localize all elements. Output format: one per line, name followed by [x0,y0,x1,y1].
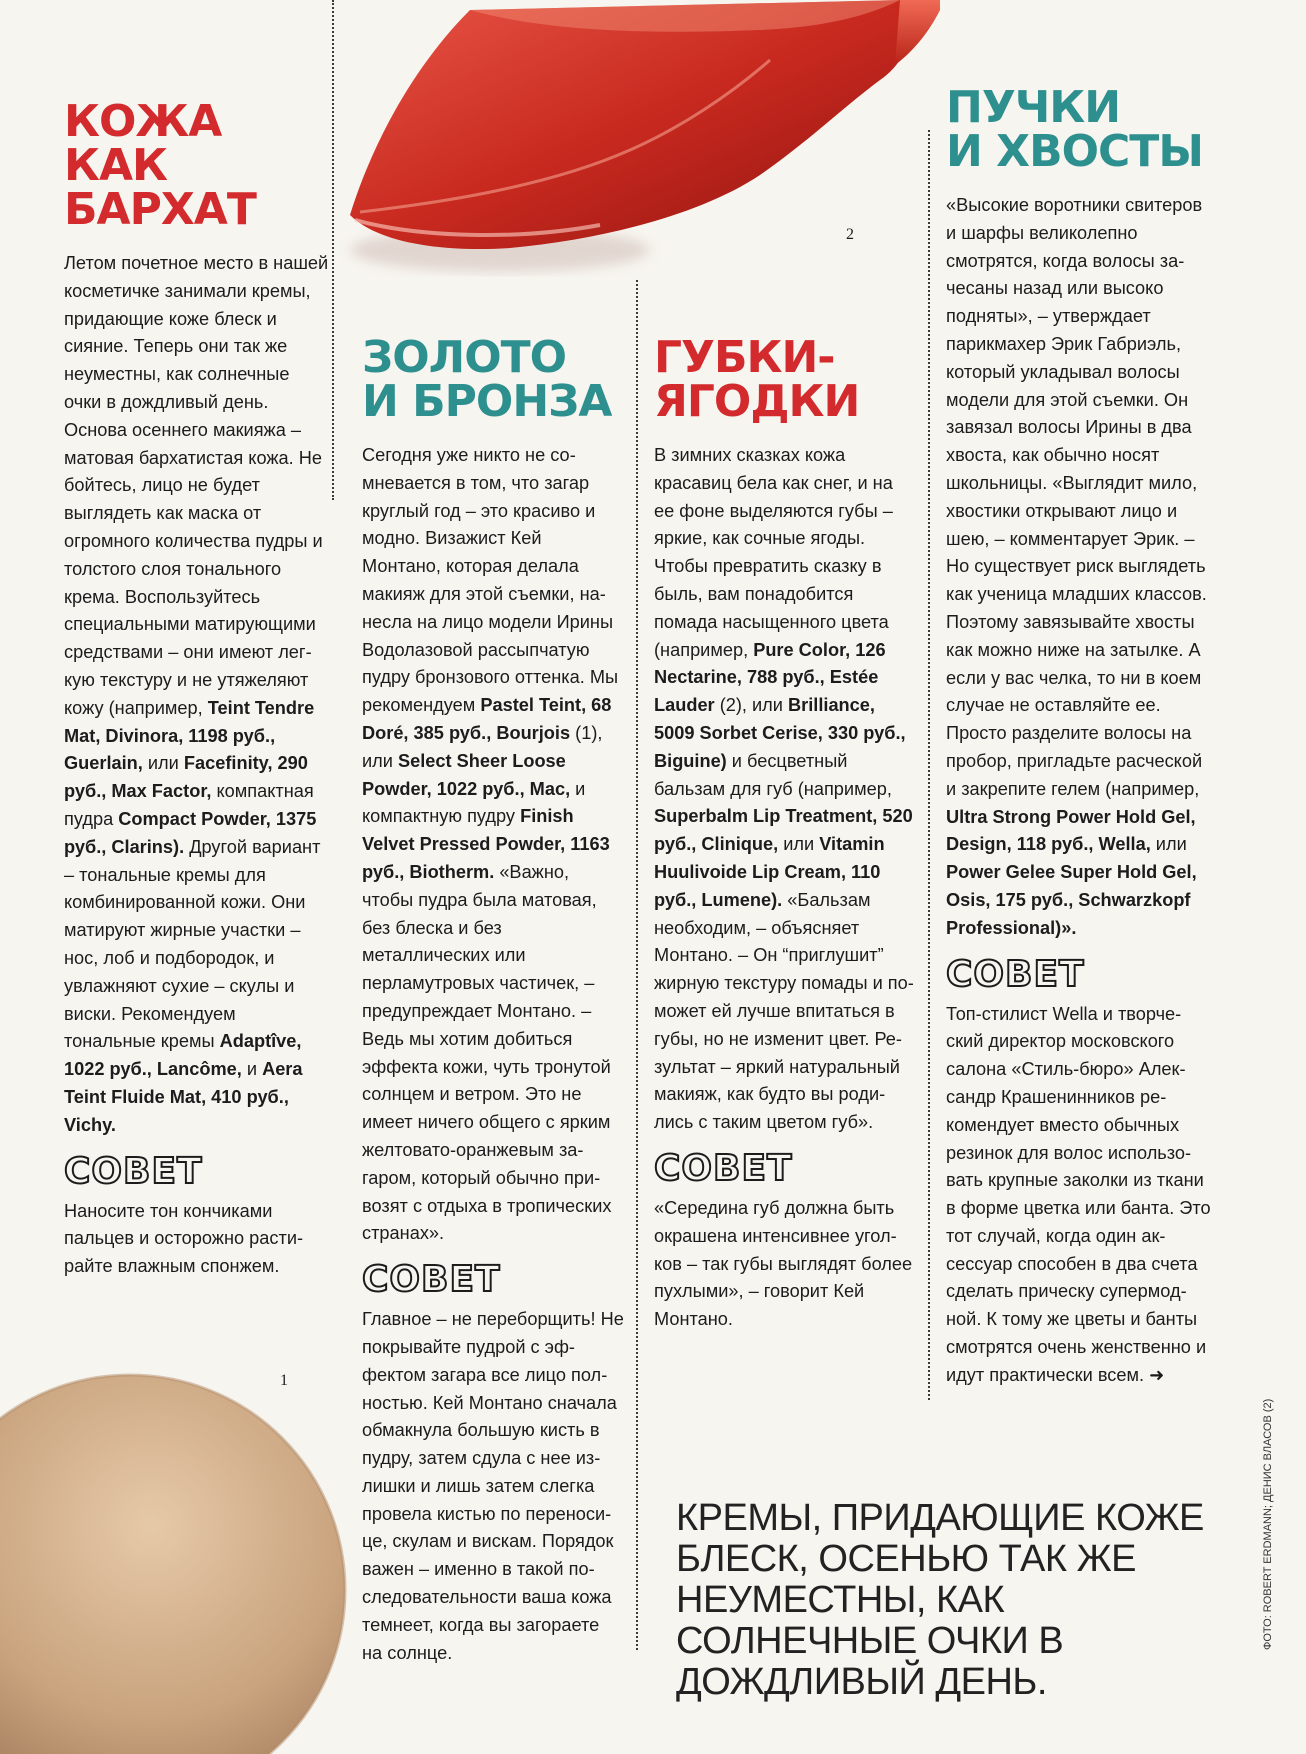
column-divider-1 [332,0,334,500]
product-mention: Pastel Teint, 68 Doré, 385 руб., Bourjois [362,695,612,743]
photo-number-1: 1 [280,1372,288,1389]
body-segment: (1), или [362,722,603,771]
product-mention: Compact Powder, 1375 руб., Clarins). [64,808,317,857]
body-segment: Летом почетное место в нашей косметичке занимали кремы, придающие коже блеск и сияние. Теперь они так же неуместны, как солнечные очки в дождливый день. Основа осеннего макияжа – матовая бархатистая кожа. Не бойтесь, лицо не будет выглядеть как маска от огромного количества пудры и толстого слоя тонального крема. Воспользуйтесь специальными матирующими средствами – они имеют легкую текстуру и не утяжеляют кожу (например, [64,253,329,718]
body-segment: и бесцветный бальзам для губ (например, [654,750,892,799]
section-body-hair [946,192,1212,943]
product-mention: Finish Velvet Pressed Powder, 1163 руб., Biotherm. [362,806,610,882]
column-divider-2 [636,280,638,1650]
product-mention: Brilliance, 5009 Sorbet Cerise, 330 руб., Biguine) [654,695,906,771]
body-segment: Сегодня уже никто не сомневается в том, что загар круглый год – это красиво и модно. Визажист Кей Монтано, которая делала макияж для этой съемки, нанесла на лицо модели Ирины Водолазовой рассыпчатую пудру бронзового оттенка. Мы рекомендуем [362,445,619,716]
tip-label-lips: СОВЕТ [654,1147,793,1189]
product-mention: Superbalm Lip Treatment, 520 руб., Clinique, [654,806,913,855]
photo-credit: ФОТО: ROBERT ERDMANN; ДЕНИС ВЛАСОВ (2) [1262,1398,1274,1650]
body-segment: «Высокие воротники свитеров и шарфы великолепно смотрятся, когда волосы зачесаны назад или высоко подняты», – утверждает парикмахер Эрик Габриэль, который укладывал волосы модели для этой съемки. Он завязал волосы Ирины в два хвоста, как обычно носят школьницы. «Выглядит мило, хвостики открывают лицо и шею, – комментарует Эрик. – Но существует риск выглядеть как ученица младших классов. Поэтому завязывайте хвосты как можно ниже на затылке. А если у вас челка, то ни в коем случае не оставляйте ее. Просто разделите волосы на пробор, пригладьте расческой и закрепите гелем (например, [946,195,1207,799]
section-body-bronze [362,442,624,1248]
body-segment: «Бальзам необходим, – объясняет Монтано. – Он “приглушит” жирную текстуру помады и поможет ей лучше впитаться в губы, но не изменит цвет. Результат – яркий натуральный макияж, как будто вы родились с таким цветом губ». [654,889,914,1133]
body-segment: или [1150,834,1187,855]
product-mention: Select Sheer Loose Powder, 1022 руб., Mac, [362,750,571,799]
body-segment: и [241,1059,263,1080]
section-body-skin [64,250,330,1140]
product-mention: Ultra Strong Power Hold Gel, Design, 118 руб., Wella, [946,806,1196,855]
bronzer-powder-photo [0,1300,360,1754]
tip-label-hair: СОВЕТ [946,953,1085,995]
pull-quote: КРЕМЫ, ПРИДАЮЩИЕ КОЖЕ БЛЕСК, ОСЕНЬЮ ТАК ЖЕ НЕУМЕСТНЫ, КАК СОЛНЕЧНЫЕ ОЧКИ В ДОЖДЛИВЫЙ ДЕНЬ. [676,1497,1204,1703]
product-mention: Aera Teint Fluide Mat, 410 руб., Vichy. [64,1059,303,1135]
tip-label-skin: СОВЕТ [64,1150,203,1192]
body-segment: или [778,834,820,855]
column-divider-3 [928,130,930,1400]
section-title-lips: ГУБКИ- ЯГОДКИ [654,332,860,427]
body-segment: Другой вариант – тональные кремы для комбинированной кожи. Они матируют жирные участки – нос, лоб и подбородок, и увлажняют сухие – скулы и виски. Рекомендуем тональные кремы [64,836,321,1052]
article-column-skin [64,96,330,1281]
body-segment: компактная пудра [64,781,314,829]
product-mention: Vitamin Huulivoide Lip Cream, 110 руб., Lumene). [654,834,885,910]
body-segment: «Важно, чтобы пудра была матовая, без блеска и без металлических или перламутровых частичек, – предупреждает Монтано. – Ведь мы хотим добиться эффекта кожи, чуть тронутой солнцем и ветром. Это не имеет ничего общего с ярким желтовато-оранжевым загаром, который обычно привозят с отдыха в тропических странах». [362,861,612,1244]
tip-text-lips: «Середина губ должна быть окрашена интенсивнее уголков – так губы выглядят более пухлыми», – говорит Кей Монтано. [654,1197,913,1330]
product-mention: Adaptîve, 1022 руб., Lancôme, [64,1031,302,1080]
article-column-hair [946,82,1212,1390]
product-mention: Pure Color, 126 Nectarine, 788 руб., Estée Lauder [654,639,886,716]
tip-text-hair: Топ-стилист Wella и творческий директор московского салона «Стиль-бюро» Александр Крашенинников рекомендует вместо обычных резинок для волос использовать крупные заколки из ткани в форме цветка или банта. Это тот случай, когда один аксессуар способен в два счета сделать прическу супермодной. К тому же цветы и банты смотрятся очень женственно и идут практически всем. ➜ [946,1003,1211,1385]
body-segment: В зимних сказках кожа красавиц бела как снег, и на ее фоне выделяются губы – яркие, как сочные ягоды. Чтобы превратить сказку в быль, вам понадобится помада насыщенного цвета (например, [654,445,893,660]
product-mention: Facefinity, 290 руб., Max Factor, [64,753,308,802]
body-segment: или [142,753,184,774]
body-segment: и компактную пудру [362,778,586,827]
section-title-hair: ПУЧКИ И ХВОСТЫ [946,82,1203,177]
tip-text-bronze: Главное – не переборщить! Не покрывайте пудрой с эффектом загара все лицо полностью. Кей Монтано сначала обмакнула большую кисть в пудру, затем сдула с нее излишки и лишь затем слегка провела кистью по переносице, скулам и вискам. Порядок важен – именно в такой последовательности ваша кожа темнеет, когда вы загораете на солнце. [362,1309,624,1663]
section-body-lips [654,442,916,1137]
tip-label-bronze: СОВЕТ [362,1259,501,1301]
tip-text-skin: Наносите тон кончиками пальцев и осторожно растирайте влажным спонжем. [64,1200,304,1277]
product-mention: Teint Tendre Mat, Divinora, 1198 руб., Guerlain, [64,697,315,774]
section-title-bronze: ЗОЛОТО И БРОНЗА [362,332,612,427]
product-mention: Power Gelee Super Hold Gel, Osis, 175 руб., Schwarzkopf Professional)». [946,862,1197,938]
body-segment: (2), или [714,695,789,716]
lipstick-photo [340,0,940,300]
article-column-bronze [362,332,624,1667]
section-title-skin: КОЖА КАК БАРХАТ [64,96,256,235]
photo-number-2: 2 [846,226,854,243]
article-column-lips [654,332,916,1334]
